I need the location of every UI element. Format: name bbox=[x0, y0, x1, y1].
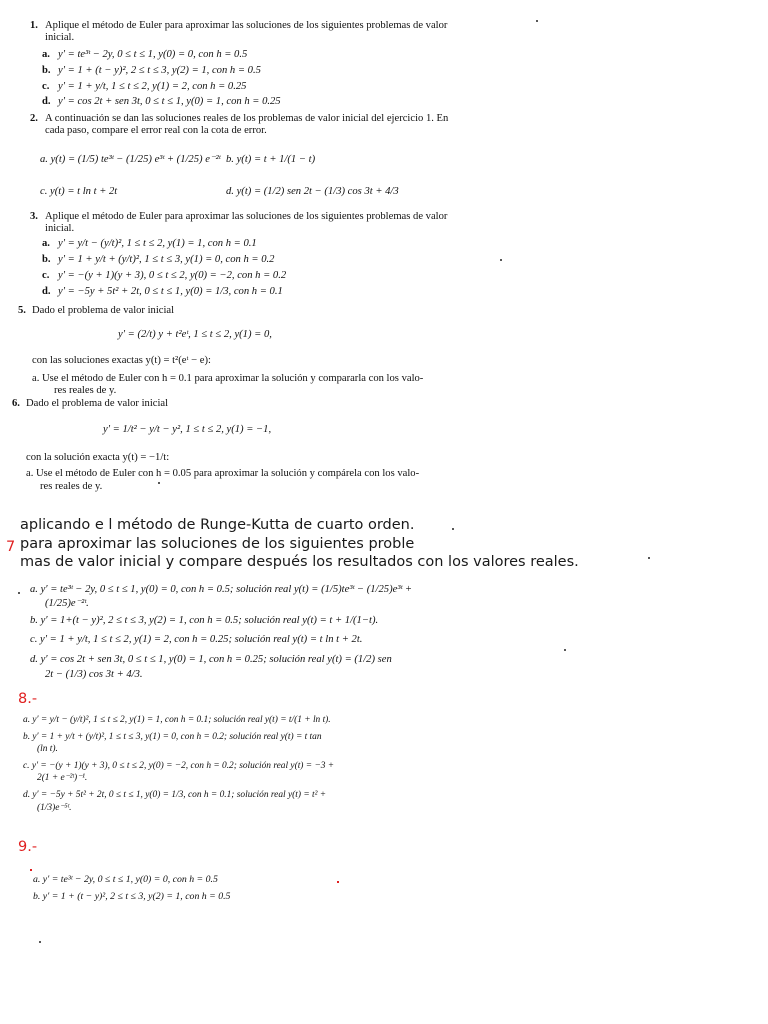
item-label: b. bbox=[42, 254, 51, 265]
equation: y′ = (2/t) y + t²eᵗ, 1 ≤ t ≤ 2, y(1) = 0, bbox=[118, 329, 272, 340]
item-d: d. y′ = cos 2t + sen 3t, 0 ≤ t ≤ 1, y(0) = 1, con h = 0.25; solución real y(t) = (1/2) sen bbox=[30, 654, 392, 665]
item-label: d. bbox=[42, 96, 51, 107]
item-label: c. bbox=[42, 81, 50, 92]
speck bbox=[452, 528, 454, 530]
speck bbox=[648, 557, 650, 559]
statement-line: Aplique el método de Euler para aproximar las soluciones de los siguientes problemas de valor bbox=[45, 20, 448, 31]
item-c: c. y′ = 1 + y/t, 1 ≤ t ≤ 2, y(1) = 2, con h = 0.25; solución real y(t) = t ln t + 2t. bbox=[30, 634, 363, 645]
item-a-cont: res reales de y. bbox=[40, 481, 103, 492]
statement-line: mas de valor inicial y compare después los resultados con los valores reales. bbox=[20, 554, 579, 570]
item-b: b. y′ = 1 + y/t + (y/t)², 1 ≤ t ≤ 3, y(1) = 0, con h = 0.2; solución real y(t) = t tan bbox=[23, 732, 322, 742]
solution-c: c. y(t) = t ln t + 2t bbox=[40, 186, 118, 197]
item-d-cont: 2t − (1/3) cos 3t + 4/3. bbox=[45, 669, 143, 680]
exercise-number: 6. bbox=[12, 398, 20, 409]
statement-line: con la solución exacta y(t) = −1/t: bbox=[26, 452, 170, 463]
item-a: a. Use el método de Euler con h = 0.05 para aproximar la solución y compárela con los valo- bbox=[26, 468, 420, 479]
speck bbox=[18, 592, 20, 594]
item-label: d. bbox=[42, 286, 51, 297]
equation: y′ = 1 + (t − y)², 2 ≤ t ≤ 3, y(2) = 1, con h = 0.5 bbox=[58, 65, 261, 76]
equation: y′ = y/t − (y/t)², 1 ≤ t ≤ 2, y(1) = 1, con h = 0.1 bbox=[58, 238, 257, 249]
equation: y′ = cos 2t + sen 3t, 0 ≤ t ≤ 1, y(0) = 1, con h = 0.25 bbox=[58, 96, 281, 107]
statement-line: con las soluciones exactas y(t) = t²(eᵗ − e): bbox=[32, 355, 211, 366]
item-a: a. Use el método de Euler con h = 0.1 para aproximar la solución y compararla con los valo- bbox=[32, 373, 424, 384]
speck bbox=[39, 941, 41, 943]
item-label: b. bbox=[42, 65, 51, 76]
item-a: a. y′ = te³ᵗ − 2y, 0 ≤ t ≤ 1, y(0) = 0, con h = 0.5 bbox=[33, 874, 218, 885]
solution-b: b. y(t) = t + 1/(1 − t) bbox=[226, 154, 316, 165]
solution-a: a. y(t) = (1/5) te³ᵗ − (1/25) e³ᵗ + (1/25) e⁻²ᵗ bbox=[40, 154, 221, 165]
item-label: a. bbox=[42, 49, 50, 60]
equation: y′ = 1 + y/t, 1 ≤ t ≤ 2, y(1) = 2, con h = 0.25 bbox=[58, 81, 247, 92]
speck bbox=[564, 649, 566, 651]
exercise-number: 1. bbox=[30, 20, 38, 31]
statement-line: para aproximar las soluciones de los siguientes proble bbox=[20, 536, 415, 552]
item-label: a. bbox=[42, 238, 50, 249]
statement-line: Dado el problema de valor inicial bbox=[26, 398, 169, 409]
speck bbox=[158, 482, 160, 484]
speck bbox=[337, 881, 339, 883]
exercise-number: 3. bbox=[30, 211, 38, 222]
equation: y′ = −(y + 1)(y + 3), 0 ≤ t ≤ 2, y(0) = −2, con h = 0.2 bbox=[58, 270, 287, 281]
equation: y′ = 1/t² − y/t − y², 1 ≤ t ≤ 2, y(1) = −1, bbox=[103, 424, 272, 435]
solution-d: d. y(t) = (1/2) sen 2t − (1/3) cos 3t + 4/3 bbox=[226, 186, 399, 197]
item-b-cont: (ln t). bbox=[37, 744, 58, 754]
equation: y′ = te³ᵗ − 2y, 0 ≤ t ≤ 1, y(0) = 0, con h = 0.5 bbox=[58, 49, 248, 60]
item-a: a. y′ = te³ᵗ − 2y, 0 ≤ t ≤ 1, y(0) = 0, con h = 0.5; solución real y(t) = (1/5)te³ᵗ − (1/25)e³ᵗ + bbox=[30, 584, 413, 595]
item-b: b. y′ = 1+(t − y)², 2 ≤ t ≤ 3, y(2) = 1, con h = 0.5; solución real y(t) = t + 1/(1−t). bbox=[30, 615, 379, 626]
item-a-cont: res reales de y. bbox=[54, 385, 117, 396]
exercise-number: 5. bbox=[18, 305, 26, 316]
statement-line: aplicando e l método de Runge-Kutta de cuarto orden. bbox=[20, 517, 415, 533]
exercise-number: 7 bbox=[6, 539, 16, 555]
equation: y′ = 1 + y/t + (y/t)², 1 ≤ t ≤ 3, y(1) = 0, con h = 0.2 bbox=[58, 254, 275, 265]
statement-line: Dado el problema de valor inicial bbox=[32, 305, 175, 316]
speck bbox=[536, 20, 538, 22]
item-a: a. y′ = y/t − (y/t)², 1 ≤ t ≤ 2, y(1) = 1, con h = 0.1; solución real y(t) = t/(1 + ln t). bbox=[23, 715, 331, 725]
item-label: c. bbox=[42, 270, 50, 281]
item-d: d. y′ = −5y + 5t² + 2t, 0 ≤ t ≤ 1, y(0) = 1/3, con h = 0.1; solución real y(t) = t² + bbox=[23, 790, 327, 800]
statement-line: inicial. bbox=[45, 223, 75, 234]
item-a-cont: (1/25)e⁻²ᵗ. bbox=[45, 598, 89, 609]
exercise-number: 9.- bbox=[18, 839, 38, 855]
speck bbox=[30, 869, 32, 871]
exercise-number: 8.- bbox=[18, 691, 38, 707]
item-b: b. y′ = 1 + (t − y)², 2 ≤ t ≤ 3, y(2) = 1, con h = 0.5 bbox=[33, 891, 231, 902]
statement-line: Aplique el método de Euler para aproximar las soluciones de los siguientes problemas de valor bbox=[45, 211, 448, 222]
item-d-cont: (1/3)e⁻⁵ᵗ. bbox=[37, 803, 72, 813]
item-c-cont: 2(1 + e⁻²ᵗ)⁻¹. bbox=[37, 773, 88, 783]
statement-line: cada paso, compare el error real con la cota de error. bbox=[45, 125, 267, 136]
item-c: c. y′ = −(y + 1)(y + 3), 0 ≤ t ≤ 2, y(0) = −2, con h = 0.2; solución real y(t) = −3 + bbox=[23, 761, 335, 771]
equation: y′ = −5y + 5t² + 2t, 0 ≤ t ≤ 1, y(0) = 1/3, con h = 0.1 bbox=[58, 286, 283, 297]
speck bbox=[500, 259, 502, 261]
statement-line: inicial. bbox=[45, 32, 75, 43]
statement-line: A continuación se dan las soluciones reales de los problemas de valor inicial del ejercicio 1. En bbox=[45, 113, 449, 124]
exercise-number: 2. bbox=[30, 113, 38, 124]
